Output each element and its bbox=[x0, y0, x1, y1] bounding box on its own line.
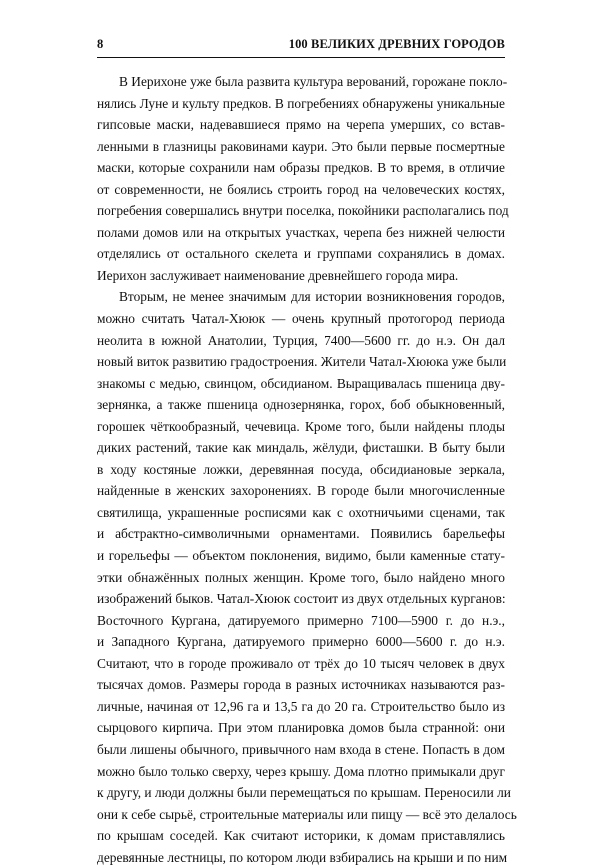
text-line: они к себе сырьё, строительные материалы или пищу — всё это делалось bbox=[97, 806, 517, 822]
text-line: полами домов или на открытых участках, черепа без нижней челюсти bbox=[97, 224, 505, 240]
text-line: маски, которые сохранили нам образы предков. В то время, в отличие bbox=[97, 160, 505, 176]
text-line: неолита в южной Анатолии, Турция, 7400—5600 гг. до н.э. Он дал bbox=[97, 332, 505, 348]
text-line: святилища, украшенные росписями как с охотничьими сценами, так bbox=[97, 504, 505, 520]
text-line: сырцового кирпича. При этом планировка домов была странной: они bbox=[97, 720, 505, 736]
text-line: ленными в глазницы раковинами каури. Это были первые посмертные bbox=[97, 138, 505, 154]
page-number: 8 bbox=[97, 37, 104, 51]
text-line: деревянные лестницы, по котором люди взбирались на крыши и по ним bbox=[97, 849, 508, 865]
text-line: диких растений, такие как миндаль, жёлуди, фисташки. В быту были bbox=[97, 440, 505, 456]
text-line: погребения совершались внутри поселка, покойники располагались под bbox=[97, 203, 509, 219]
text-line: тысячах домов. Размеры города в разных источниках называются раз- bbox=[97, 677, 505, 693]
header-rule bbox=[97, 57, 505, 58]
body-text bbox=[97, 71, 517, 868]
text-line: и абстрактно-символичными орнаментами. Появились барельефы bbox=[97, 526, 505, 542]
text-line: Иерихон заслуживает наименование древнейшего города мира. bbox=[97, 267, 459, 283]
text-line: горошек чёткообразный, чечевица. Кроме того, были найдены плоды bbox=[97, 418, 505, 434]
text-line: найденные в женских захоронениях. В городе были многочисленные bbox=[97, 483, 505, 499]
text-line: были лишены обычного, привычного нам входа в стене. Попасть в дом bbox=[97, 741, 505, 757]
text-line: изображений быков. Чатал-Хююк состоит из двух отдельных курганов: bbox=[97, 591, 506, 607]
running-head bbox=[97, 37, 505, 53]
text-line: Восточного Кургана, датируемого примерно 7100—5900 г. до н.э., bbox=[97, 612, 505, 628]
text-line: к другу, и люди должны были перемещаться по крышам. Переносили ли bbox=[97, 785, 511, 801]
text-line: новый виток развитию градостроения. Жители Чатал-Хююка уже были bbox=[97, 354, 507, 370]
text-line: по крышам соседей. Как считают историки, к домам приставлялись bbox=[97, 828, 505, 844]
text-line: Считают, что в городе проживало от трёх до 10 тысяч человек в двух bbox=[97, 655, 505, 671]
paragraph bbox=[97, 71, 509, 286]
text-line: Вторым, не менее значимым для истории возникновения городов, bbox=[119, 289, 505, 305]
text-line: гипсовые маски, надевавшиеся прямо на черепа умерших, со встав- bbox=[97, 117, 505, 133]
text-line: от современности, не боялись строить город на человеческих костях, bbox=[97, 181, 505, 197]
text-line: можно считать Чатал-Хююк — очень крупный протогород периода bbox=[97, 311, 505, 327]
text-line: зернянка, а также пшеница однозернянка, горох, боб обыкновенный, bbox=[97, 397, 505, 413]
text-line: и горельефы — объектом поклонения, видимо, были каменные стату- bbox=[97, 548, 505, 564]
text-line: личные, начиная от 12,96 га и 13,5 га до 20 га. Строительство было из bbox=[97, 698, 505, 714]
text-line: знакомы с медью, свинцом, обсидианом. Выращивалась пшеница дву- bbox=[97, 375, 505, 391]
book-title: 100 ВЕЛИКИХ ДРЕВНИХ ГОРОДОВ bbox=[288, 37, 505, 51]
paragraph bbox=[97, 286, 517, 868]
text-line: нялись Луне и культу предков. В погребениях обнаружены уникальные bbox=[97, 95, 505, 111]
text-line: отделялись от остального скелета и группами сохранялись в домах. bbox=[97, 246, 505, 262]
text-line: этки обнажённых полных женщин. Кроме того, было найдено много bbox=[97, 569, 505, 585]
text-line: и Западного Кургана, датируемого примерно 6000—5600 г. до н.э. bbox=[97, 634, 505, 650]
text-line: можно было только сверху, через крышу. Дома плотно примыкали друг bbox=[97, 763, 505, 779]
text-line: В Иерихоне уже была развита культура верований, горожане покло- bbox=[119, 74, 508, 89]
text-line: в ходу костяные ложки, деревянная посуда, обсидиановые зеркала, bbox=[97, 461, 505, 477]
